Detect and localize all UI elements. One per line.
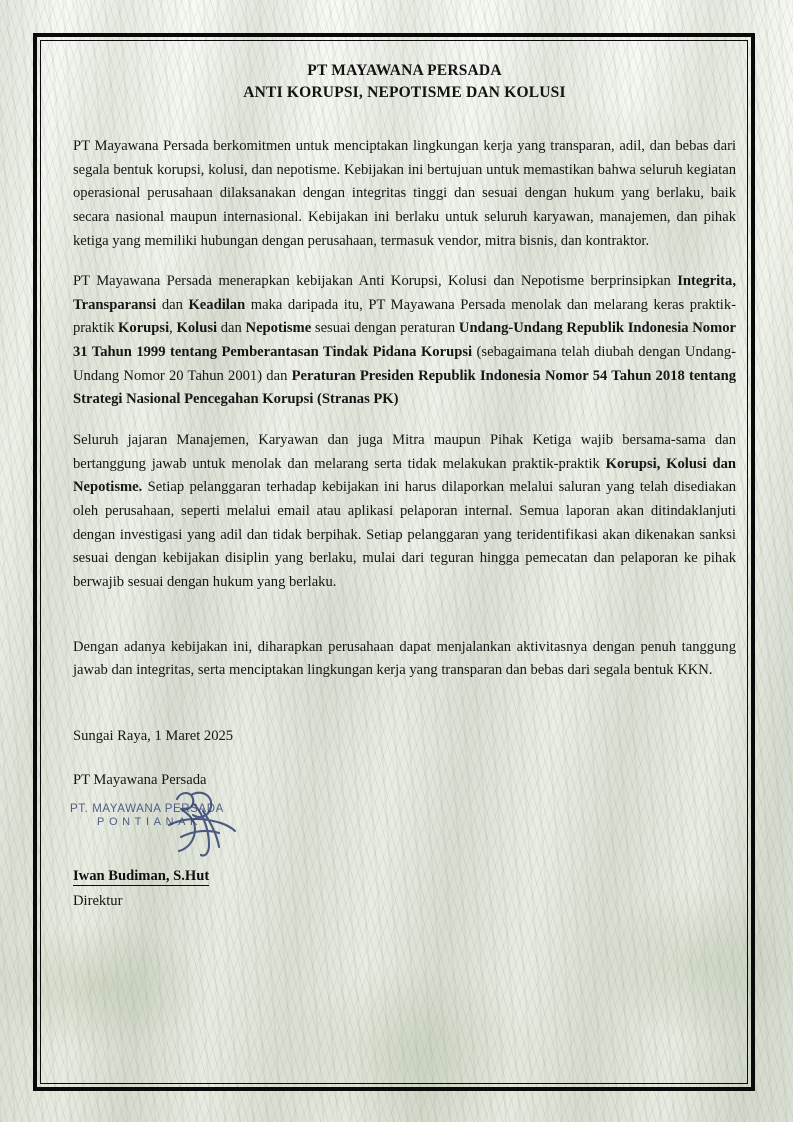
emphasis-run: Kolusi	[176, 320, 218, 337]
company-stamp	[70, 803, 255, 829]
paragraph-p1: PT Mayawana Persada berkomitmen untuk menciptakan lingkungan kerja yang transparan, adil, dan bebas dari segala bentuk korupsi, kolusi, dan nepotisme. Kebijakan ini bertujuan untuk memastikan bahwa seluruh kegiatan operasional perusahaan dilaksanakan dengan integritas tinggi dan sesuai dengan hukum yang berlaku, baik secara nasional maupun internasional. Kebijakan ini berlaku untuk seluruh karyawan, manajemen, dan pihak ketiga yang memiliki hubungan dengan perusahaan, termasuk vendor, mitra bisnis, dan kontraktor.	[73, 138, 736, 249]
policy-body	[73, 135, 736, 683]
stamp-city-line: PONTIANAK	[97, 816, 202, 829]
document-content	[70, 60, 737, 912]
emphasis-run: Korupsi	[118, 320, 170, 337]
signing-company-name: PT Mayawana Persada	[73, 772, 207, 789]
closing-block	[70, 725, 736, 912]
page-title	[73, 60, 736, 104]
title-line-subject: ANTI KORUPSI, NEPOTISME DAN KOLUSI	[243, 84, 566, 101]
emphasis-run: Korupsi, Kolusi dan Nepotisme.	[73, 455, 736, 496]
paragraph-p4: Dengan adanya kebijakan ini, diharapkan perusahaan dapat menjalankan aktivitasnya dengan penuh tanggung jawab dan integritas, serta menciptakan lingkungan kerja yang transparan dan bebas dari segala bentuk KKN.	[73, 638, 736, 679]
emphasis-run: Peraturan Presiden Republik Indonesia Nomor 54 Tahun 2018 tentang Strategi Nasional Pencegahan Korupsi (Stranas PK)	[73, 367, 736, 408]
signer-title: Direktur	[73, 892, 123, 909]
title-line-company: PT MAYAWANA PERSADA	[307, 62, 502, 79]
emphasis-run: Undang-Undang Republik Indonesia Nomor 31 Tahun 1999 tentang Pemberantasan Tindak Pidana Korupsi	[73, 320, 737, 361]
paragraph-p2: PT Mayawana Persada menerapkan kebijakan Anti Korupsi, Kolusi dan Nepotisme berprinsipkan Integrita, Transparansi dan Keadilan maka daripada itu, PT Mayawana Persada menolak dan melarang keras praktik-praktik Korupsi, Kolusi dan Nepotisme sesuai dengan peraturan Undang-Undang Republik Indonesia Nomor 31 Tahun 1999 tentang Pemberantasan Tindak Pidana Korupsi (sebagaimana telah diubah dengan Undang-Undang Nomor 20 Tahun 2001) dan Peraturan Presiden Republik Indonesia Nomor 54 Tahun 2018 tentang Strategi Nasional Pencegahan Korupsi (Stranas PK)	[73, 273, 737, 408]
emphasis-run: Keadilan	[188, 296, 246, 313]
signer-name: Iwan Budiman, S.Hut	[73, 867, 209, 886]
signer-block	[73, 865, 736, 912]
signature-area	[70, 795, 736, 865]
emphasis-run: Nepotisme	[245, 320, 312, 337]
place-and-date: Sungai Raya, 1 Maret 2025	[73, 727, 234, 744]
stamp-company-line: PT. MAYAWANA PERSADA	[70, 803, 224, 816]
paragraph-p3: Seluruh jajaran Manajemen, Karyawan dan juga Mitra maupun Pihak Ketiga wajib bersama-sama dan bertanggung jawab untuk menolak dan melarang serta tidak melakukan praktik-praktik Korupsi, Kolusi dan Nepotisme. Setiap pelanggaran terhadap kebijakan ini harus dilaporkan melalui saluran yang telah disediakan oleh perusahaan, seperti melalui email atau aplikasi pelaporan internal. Semua laporan akan ditindaklanjuti dengan investigasi yang adil dan tidak berpihak. Setiap pelanggaran yang teridentifikasi akan dikenakan sanksi sesuai dengan kebijakan disiplin yang berlaku, mulai dari teguran hingga pemecatan dan pelaporan ke pihak berwajib sesuai dengan hukum yang berlaku.	[73, 432, 736, 590]
emphasis-run: Integrita, Transparansi	[73, 273, 736, 313]
